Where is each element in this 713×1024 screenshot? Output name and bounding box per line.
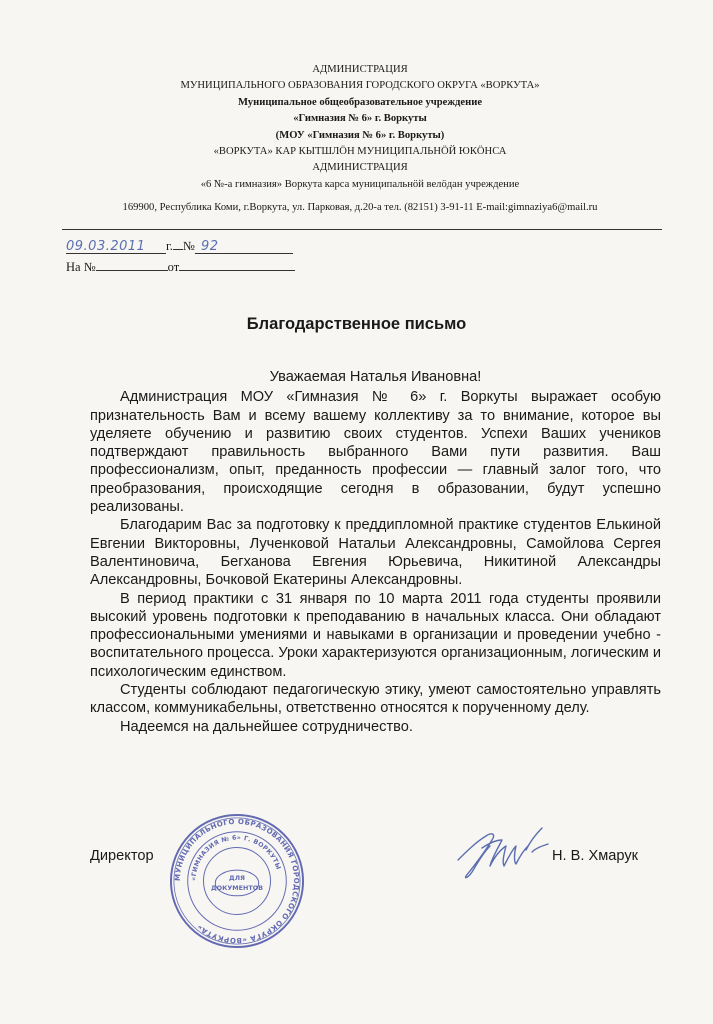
seal-center-line: ДОКУМЕНТОВ	[210, 883, 264, 892]
paragraph: Администрация МОУ «Гимназия № 6» г. Воркуты выражает особую признательность Вам и всему вашему коллективу за то внимание, которое вы уделяете обучению и развитию своих студентов. Успехи Ваших учеников подтверждают правильность выбранного Вами пути развития. Ваш профессионализм, опыт, преданность профессии — главный залог того, что преобразования, происходящие сегодня в образовании, будут успешно реализованы.	[90, 389, 661, 516]
header-divider	[62, 229, 662, 230]
paragraph: Благодарим Вас за подготовку к преддипломной практике студентов Елькиной Евгении Викторовны, Лученковой Натальи Александровны, Самойлова Сергея Валентиновича, Бегханова Евгения Юрьевича, Никитиной Александры Александровны, Бочковой Екатерины Александровны.	[90, 517, 661, 589]
letterhead-line: «6 №-а гимназия» Воркута карса муниципальнöй велöдан учреждение	[200, 178, 520, 190]
handwritten-signature-icon	[452, 822, 552, 884]
outgoing-reference	[66, 235, 293, 254]
handwritten-date: 09.03.2011	[66, 239, 146, 254]
seal-outer-text: МУНИЦИПАЛЬНОГО ОБРАЗОВАНИЯ ГОРОДСКОГО ОКРУГА «ВОРКУТА»	[172, 816, 302, 946]
handwritten-number: 92	[201, 239, 219, 254]
letterhead-line: (МОУ «Гимназия № 6» г. Воркуты)	[275, 129, 445, 141]
letterhead-line: АДМИНИСТРАЦИЯ	[312, 64, 408, 75]
signatory-position: Директор	[90, 848, 154, 864]
number-label: №	[182, 239, 195, 253]
official-seal-icon	[168, 812, 306, 950]
paragraph: В период практики с 31 января по 10 марта 2011 года студенты проявили высокий уровень подготовки к преподаванию в начальных класса. Они обладают профессиональными умениями и навыками в организации и проведении учебно - воспитательного процесса. Уроки характеризуются организационным, логическим и психологическим единством.	[90, 590, 661, 680]
paragraph: Надеемся на дальнейшее сотрудничество.	[120, 718, 413, 735]
incoming-reference	[66, 256, 295, 275]
letter-title: Благодарственное письмо	[246, 315, 467, 333]
letterhead-line: «Гимназия № 6» г. Воркуты	[293, 113, 427, 125]
letterhead-line: «ВОРКУТА» КАР КЫТШЛÖН МУНИЦИПАЛЬНÖЙ ЮКÖНСА	[213, 146, 507, 158]
letterhead-line: АДМИНИСТРАЦИЯ	[312, 162, 408, 174]
letterhead-contacts: 169900, Республика Коми, г.Воркута, ул. Парковая, д.20-а тел. (82151) 3-91-11 E-mail:gimnaziya6@mail.ru	[122, 202, 598, 213]
seal-center-line: ДЛЯ	[229, 874, 245, 883]
letter-body	[90, 368, 661, 736]
letterhead	[60, 62, 660, 193]
paragraph: Студенты соблюдают педагогическую этику, умеют самостоятельно управлять классом, коммуникабельны, ответственно относятся к порученному делу.	[90, 682, 661, 717]
letterhead-line: Муниципальное общеобразовательное учреждение	[237, 96, 483, 108]
signatory-name: Н. В. Хмарук	[552, 848, 639, 864]
seal-inner-text: «ГИМНАЗИЯ № 6» Г. ВОРКУТЫ	[190, 834, 282, 882]
g-label: г.	[166, 239, 173, 253]
na-label: На №	[66, 260, 96, 274]
ot-label: от	[167, 260, 180, 274]
letterhead-line: МУНИЦИПАЛЬНОГО ОБРАЗОВАНИЯ ГОРОДСКОГО ОКРУГА «ВОРКУТА»	[180, 80, 540, 92]
salutation: Уважаемая Наталья Ивановна!	[269, 369, 482, 385]
